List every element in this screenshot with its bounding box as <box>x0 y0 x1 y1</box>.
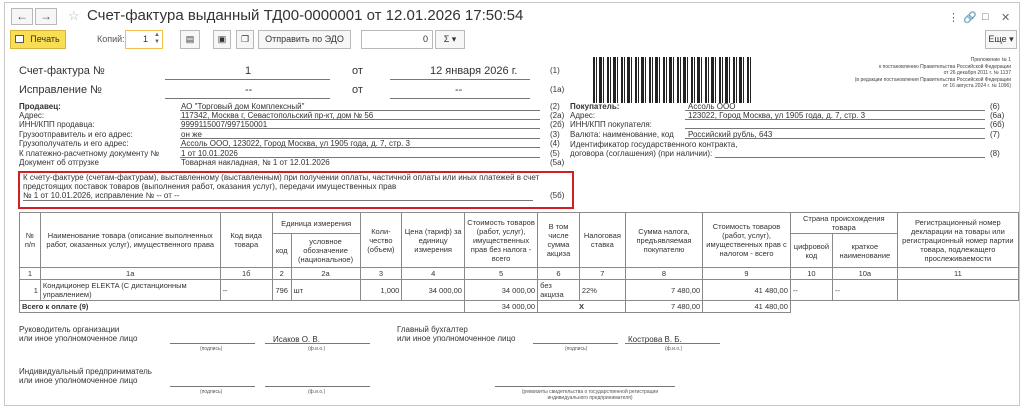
cell-rate: 22% <box>579 280 625 301</box>
copies-label: Копий: <box>97 34 125 44</box>
col-num-header: № п/п <box>20 213 41 268</box>
cell-decl <box>897 280 1018 301</box>
ship-doc-label: Документ об отгрузке <box>19 158 99 167</box>
close-icon[interactable]: ✕ <box>1001 12 1011 24</box>
invoice-date: 12 января 2026 г. <box>430 65 518 77</box>
code-2: (2) <box>550 102 560 111</box>
shipper-value: он же <box>181 130 202 139</box>
col-rate-header: Налоговая ставка <box>579 213 625 268</box>
buyer-inn-label: ИНН/КПП покупателя: <box>570 120 652 129</box>
window-title: Счет-фактура выданный ТД00-0000001 от 12.01.2026 17:50:54 <box>87 7 524 24</box>
code-5b: (5б) <box>550 191 565 200</box>
col-cost-header: Стоимость товаров (работ, услуг), имущественных прав без налога - всего <box>464 213 537 268</box>
print-label: Печать <box>30 34 60 44</box>
index-cell: 3 <box>360 268 402 280</box>
col-price-header: Цена (тариф) за единицу измерения <box>402 213 465 268</box>
gov-contract-label-2: договора (соглашения) (при наличии): <box>570 149 713 158</box>
cell-unit-code: 796 <box>272 280 291 301</box>
document-window <box>4 2 1020 406</box>
cell-kind: -- <box>220 280 272 301</box>
send-edo-button[interactable] <box>258 30 351 49</box>
sum-button[interactable]: Σ ▾ <box>435 30 465 49</box>
cell-country-code: -- <box>790 280 832 301</box>
total-label: Всего к оплате (9) <box>20 301 465 313</box>
invoice-number: 1 <box>245 65 252 77</box>
cell-excise: без акциза <box>538 280 580 301</box>
buyer-label: Покупатель: <box>570 102 620 111</box>
cell-price: 34 000,00 <box>402 280 465 301</box>
title-bar <box>5 3 1019 29</box>
restore-icon[interactable]: □ <box>982 11 989 23</box>
index-cell: 1а <box>40 268 220 280</box>
cell-cost: 34 000,00 <box>464 280 537 301</box>
sign-caption: (подпись) <box>200 346 223 352</box>
accountant-name: Кострова В. Б. <box>628 335 682 344</box>
index-cell: 8 <box>625 268 702 280</box>
divider <box>390 79 530 80</box>
printer-icon <box>15 35 24 43</box>
fio-caption: (ф.и.о.) <box>308 346 326 352</box>
cell-unit-name: шт <box>291 280 360 301</box>
invoice-label: Счет-фактура № <box>19 65 105 77</box>
shipper-label: Грузоотправитель и его адрес: <box>19 130 133 139</box>
total-tax: 7 480,00 <box>625 301 702 313</box>
col-tax-header: Сумма налога, предъявляемая покупателю <box>625 213 702 268</box>
number-input[interactable] <box>361 30 433 49</box>
arrow-right-icon: → <box>40 9 52 23</box>
payment-doc-label: К платежно-расчетному документу № <box>19 149 160 158</box>
divider <box>165 79 330 80</box>
send-edo-label: Отправить по ЭДО <box>265 34 344 44</box>
star-icon[interactable]: ☆ <box>68 8 80 23</box>
divider <box>715 157 985 158</box>
code-6: (6) <box>990 102 1000 111</box>
code-1: (1) <box>550 66 560 75</box>
buyer-address: 123022, Город Москва, ул 1905 года, д. 7, стр. 3 <box>688 111 866 120</box>
stepper-icon[interactable]: ▲ ▼ <box>154 32 160 45</box>
table-row <box>20 280 1019 301</box>
divider <box>685 128 985 129</box>
index-cell: 9 <box>703 268 791 280</box>
back-button[interactable] <box>11 8 33 25</box>
head-name: Исаков О. В. <box>273 335 320 344</box>
index-cell: 2 <box>272 268 291 280</box>
ip-label-1: Индивидуальный предприниматель <box>19 367 152 376</box>
index-cell: 5 <box>464 268 537 280</box>
divider <box>685 110 985 111</box>
print-button[interactable] <box>10 30 66 49</box>
divider <box>180 138 540 139</box>
seller-address-label: Адрес: <box>19 111 45 120</box>
accountant-label-2: или иное уполномоченное лицо <box>397 334 516 343</box>
cell-num: 1 <box>20 280 41 301</box>
code-5a: (5а) <box>550 158 565 167</box>
index-cell: 4 <box>402 268 465 280</box>
head-label-1: Руководитель организации <box>19 325 120 334</box>
seller-inn-label: ИНН/КПП продавца: <box>19 120 95 129</box>
divider <box>180 128 540 129</box>
code-8: (8) <box>990 149 1000 158</box>
index-cell: 6 <box>538 268 580 280</box>
divider <box>685 119 985 120</box>
col-country-name-header: краткое наименование <box>832 234 897 268</box>
seller-inn: 9999115007/997150001 <box>181 120 268 129</box>
prepayment-line-1: К счету-фактуре (счетам-фактурам), выставленному (выставленным) при получении оплаты, частичной оплаты или иных платежей в счет <box>23 173 540 182</box>
total-row <box>20 301 1019 313</box>
correction-number: -- <box>245 84 253 96</box>
index-cell: 2а <box>291 268 360 280</box>
index-cell: 1б <box>220 268 272 280</box>
ip-label-2: или иное уполномоченное лицо <box>19 376 138 385</box>
col-name-header: Наименование товара (описание выполненных работ, оказанных услуг), имущественного права <box>40 213 220 268</box>
index-cell: 1 <box>20 268 41 280</box>
buyer-name: Ассоль ООО <box>688 102 736 111</box>
col-unit-name-header: условное обозначение (национальное) <box>291 234 360 268</box>
more-button[interactable]: Еще ▾ <box>985 30 1017 49</box>
total-x: X <box>538 301 626 313</box>
divider <box>180 119 540 120</box>
accountant-label-1: Главный бухгалтер <box>397 325 468 334</box>
preview-icon: ▤ <box>185 34 195 44</box>
forward-button[interactable] <box>35 8 57 25</box>
consignee-label: Грузополучатель и его адрес: <box>19 139 129 148</box>
sign-caption: (подпись) <box>200 389 223 395</box>
index-cell: 10а <box>832 268 897 280</box>
divider <box>180 110 540 111</box>
col-excise-header: В том числе сумма акциза <box>538 213 580 268</box>
divider <box>165 98 330 99</box>
prepayment-highlight-box <box>18 171 574 209</box>
consignee-value: Ассоль ООО, 123022, Город Москва, ул 1905 года, д. 7, стр. 3 <box>181 139 410 148</box>
code-6b: (6б) <box>990 120 1005 129</box>
col-total-header: Стоимость товаров (работ, услуг), имущественных прав с налогом - всего <box>703 213 791 268</box>
from-label: от <box>352 65 363 77</box>
code-4: (4) <box>550 139 560 148</box>
floppy-icon: ▣ <box>217 34 227 44</box>
seller-address: 117342, Москва г, Севастопольский пр-кт, дом № 56 <box>181 111 374 120</box>
cell-name: Кондиционер ELEKTA (С дистанционным управлением) <box>40 280 220 301</box>
code-7: (7) <box>990 130 1000 139</box>
fio-caption: (ф.и.о.) <box>308 389 326 395</box>
cell-total: 41 480,00 <box>703 280 791 301</box>
buyer-address-label: Адрес: <box>570 111 596 120</box>
from-label-2: от <box>352 84 363 96</box>
link-icon[interactable]: 🔗 <box>963 12 977 24</box>
currency-label: Валюта: наименование, код <box>570 130 674 139</box>
divider <box>685 138 985 139</box>
fio-caption: (ф.и.о.) <box>665 346 683 352</box>
divider <box>390 98 530 99</box>
ship-doc-value: Товарная накладная, № 1 от 12.01.2026 <box>181 158 330 167</box>
col-country-code-header: цифровой код <box>790 234 832 268</box>
save-button[interactable] <box>213 30 231 49</box>
col-qty-header: Коли-чество (объем) <box>360 213 402 268</box>
currency-value: Российский рубль, 643 <box>688 130 773 139</box>
index-cell: 11 <box>897 268 1018 280</box>
sigma-icon: Σ <box>443 34 450 44</box>
prepayment-line-2: предстоящих поставок товаров (выполнения работ, оказания услуг), передачи имущественных прав <box>23 182 397 191</box>
index-cell: 7 <box>579 268 625 280</box>
code-3: (3) <box>550 130 560 139</box>
sign-caption: (подпись) <box>565 346 588 352</box>
index-cell: 10 <box>790 268 832 280</box>
law-reference: Приложение № 1 к постановлению Правительства Российской Федерации от 26 декабря 2011 г. № 1137 (в редакции постановления Правительства Российской Федерации от 16 августа 2024 г. № 1096) <box>854 57 1011 89</box>
more-label: Еще <box>988 34 1007 44</box>
correction-date: -- <box>455 84 463 96</box>
index-row <box>20 268 1019 280</box>
preview-button[interactable] <box>180 30 200 49</box>
number-value: 0 <box>422 34 428 44</box>
col-decl-header: Регистрационный номер декларации на товары или регистрационный номер партии товара, подлежащего прослеживаемости <box>897 213 1018 268</box>
col-unit-code-header: код <box>272 234 291 268</box>
code-2b: (2б) <box>550 120 565 129</box>
arrow-left-icon: ← <box>16 9 28 23</box>
toolbar <box>5 30 1019 52</box>
seller-name: АО "Торговый дом Комплексный" <box>181 102 305 111</box>
copy-button[interactable] <box>236 30 254 49</box>
code-6a: (6а) <box>990 111 1005 120</box>
gov-contract-label-1: Идентификатор государственного контракта, <box>570 140 738 149</box>
col-unit-header: Единица измерения <box>272 213 360 234</box>
copies-value: 1 <box>142 34 148 44</box>
code-5: (5) <box>550 149 560 158</box>
code-1a: (1а) <box>550 85 565 94</box>
total-cost: 34 000,00 <box>464 301 537 313</box>
total-sum: 41 480,00 <box>703 301 791 313</box>
payment-doc-value: 1 от 10.01.2026 <box>181 149 238 158</box>
code-2a: (2а) <box>550 111 565 120</box>
seller-label: Продавец: <box>19 102 61 111</box>
more-icon[interactable]: ⋮ <box>948 12 959 24</box>
goods-table <box>19 212 1019 313</box>
prepayment-line-3: № 1 от 10.01.2026, исправление № -- от -- <box>23 191 180 200</box>
col-kind-header: Код вида товара <box>220 213 272 268</box>
head-label-2: или иное уполномоченное лицо <box>19 334 138 343</box>
divider <box>180 147 540 148</box>
correction-label: Исправление № <box>19 84 102 96</box>
barcode-image <box>593 57 753 103</box>
cell-qty: 1,000 <box>360 280 402 301</box>
divider <box>180 157 540 158</box>
col-country-header: Страна происхождения товара <box>790 213 897 234</box>
registration-caption: (реквизиты свидетельства о государственной регистрации индивидуального предпринимателя) <box>521 389 659 401</box>
cell-country-name: -- <box>832 280 897 301</box>
copies-input[interactable] <box>125 30 163 49</box>
cell-tax: 7 480,00 <box>625 280 702 301</box>
copy-icon: ❐ <box>240 34 250 44</box>
